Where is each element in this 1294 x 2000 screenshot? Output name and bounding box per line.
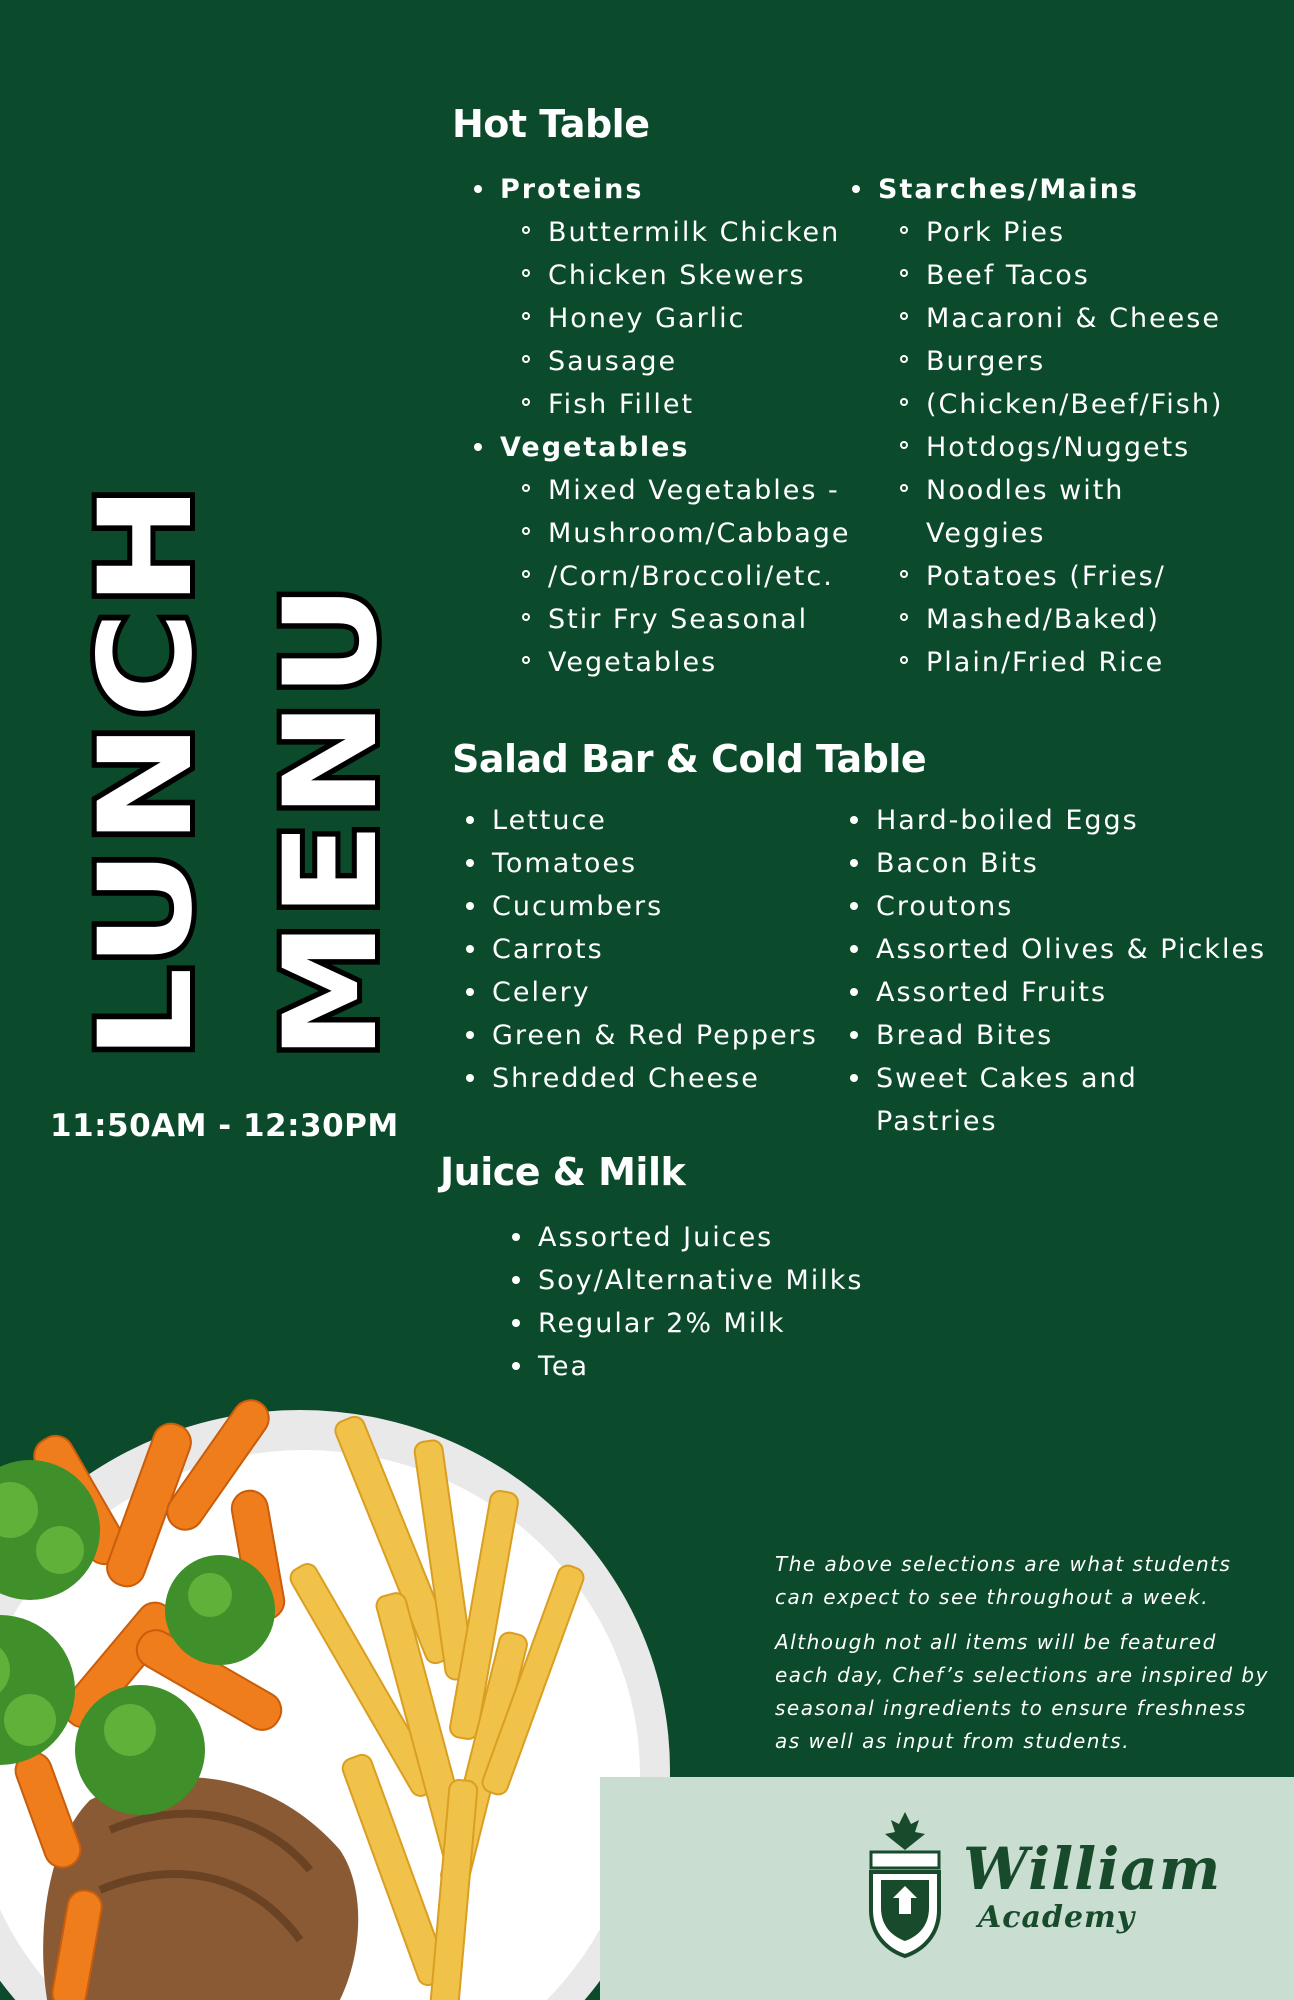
note-paragraph-2: Although not all items will be featured each day, Chef’s selections are inspired by seasonal ingredients to ensure freshness as well as input from students. [775,1630,1269,1753]
vertical-title-graphic [40,470,410,1070]
list-item: Stir Fry Seasonal [520,598,850,641]
salad-bar-heading: Salad Bar & Cold Table [452,737,927,781]
category-proteins: Proteins [472,168,850,211]
title-line-lunch: LUNCH [72,550,221,1060]
menu-note [775,1548,1275,1770]
serving-hours: 11:50AM - 12:30PM [50,1108,399,1144]
hot-table-col-left [472,168,850,684]
salad-bar-columns [452,781,1272,1143]
brand-name: William [963,1835,1222,1903]
list-item-continuation: Mashed/Baked) [898,598,1250,641]
lunch-menu-title [40,470,410,1070]
list-item: Burgers [898,340,1250,383]
list-item: Beef Tacos [898,254,1250,297]
hot-table-columns [452,146,1272,684]
list-item: Potatoes (Fries/ [898,555,1250,598]
list-item: Assorted Olives & Pickles [848,928,1268,971]
salad-bar-col-left [464,799,848,1143]
list-item-continuation: Mushroom/Cabbage [520,512,850,555]
list-item: Lettuce [464,799,848,842]
list-item: Tea [510,1345,1140,1388]
juice-milk-heading: Juice & Milk [440,1150,686,1194]
list-item: Soy/Alternative Milks [510,1259,1140,1302]
list-item: Green & Red Peppers [464,1014,848,1057]
list-item: Plain/Fried Rice [898,641,1250,684]
hot-table-heading: Hot Table [452,102,650,146]
salad-bar-section [452,737,1272,1143]
brand-subname: Academy [978,1900,1136,1935]
category-starches-mains: Starches/Mains [850,168,1250,211]
list-item: Celery [464,971,848,1014]
list-item: Honey Garlic [520,297,850,340]
list-item: Carrots [464,928,848,971]
list-item: Fish Fillet [520,383,850,426]
list-item-continuation: /Corn/Broccoli/etc. [520,555,850,598]
list-item: Assorted Juices [510,1216,1140,1259]
list-item: Chicken Skewers [520,254,850,297]
list-item-continuation: (Chicken/Beef/Fish) [898,383,1250,426]
food-plate-image [0,1330,680,2000]
list-item: Croutons [848,885,1268,928]
list-item: Cucumbers [464,885,848,928]
hot-table-col-right [850,168,1250,684]
list-item: Tomatoes [464,842,848,885]
list-item: Mixed Vegetables - [520,469,850,512]
list-item: Sweet Cakes and Pastries [848,1057,1268,1143]
list-item: Hotdogs/Nuggets [898,426,1250,469]
hot-table-section [452,102,1272,684]
list-item: Shredded Cheese [464,1057,848,1100]
list-item: Macaroni & Cheese [898,297,1250,340]
category-vegetables: Vegetables [472,426,850,469]
list-item: Pork Pies [898,211,1250,254]
list-item: Bacon Bits [848,842,1268,885]
list-item: Bread Bites [848,1014,1268,1057]
academy-crest-icon [865,1810,945,1960]
list-item: Noodles with Veggies [898,469,1250,555]
list-item: Buttermilk Chicken [520,211,850,254]
salad-bar-col-right [848,799,1268,1143]
list-item: Hard-boiled Eggs [848,799,1268,842]
list-item: Assorted Fruits [848,971,1268,1014]
list-item-continuation: Sausage [520,340,850,383]
list-item-continuation: Vegetables [520,641,850,684]
title-line-menu: MENU [257,618,406,1060]
list-item: Regular 2% Milk [510,1302,1140,1345]
note-paragraph-1: The above selections are what students can expect to see throughout a week. [775,1552,1232,1609]
